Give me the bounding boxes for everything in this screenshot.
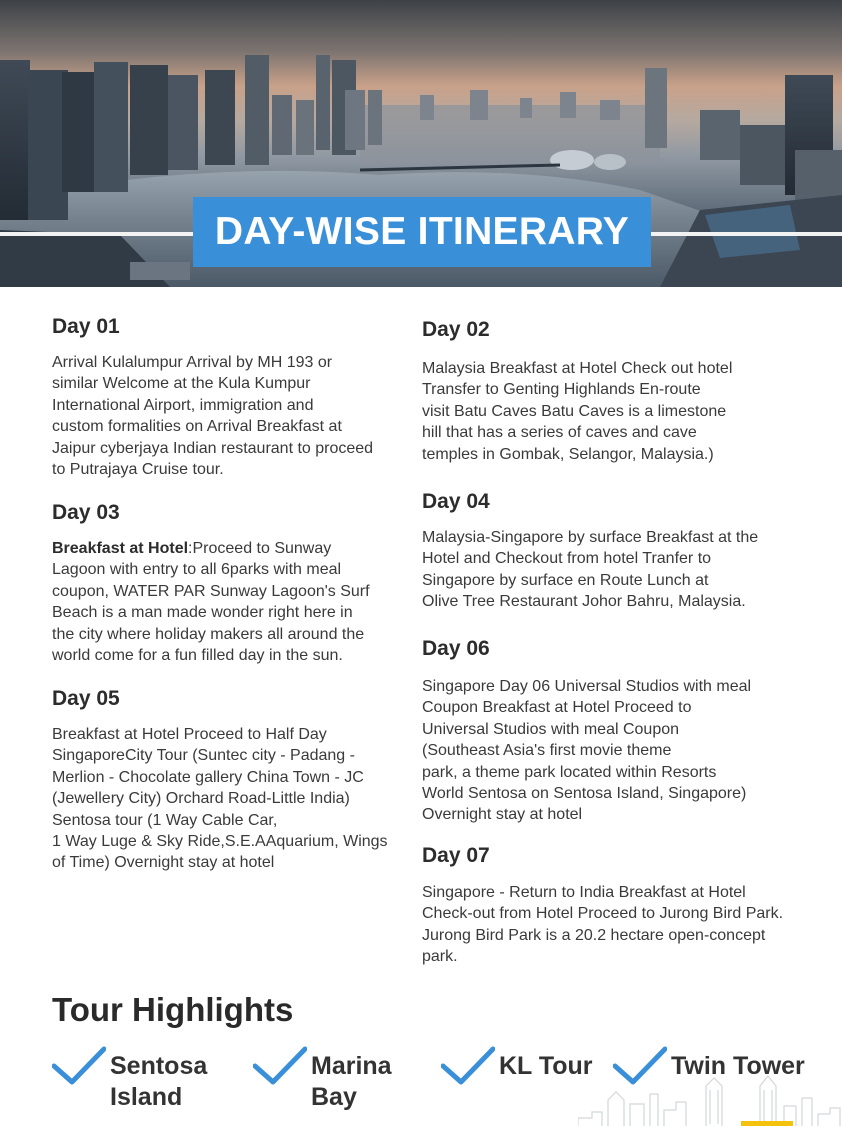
- day-05-section: [52, 687, 412, 874]
- day-03-description: :Proceed to Sunway Lagoon with entry to all 6parks with meal coupon, WATER PAR Sunway Lagoon's Surf Beach is a man made wonder right here in the city where holiday makers all around the world come for a fun filled day in the sun.: [52, 540, 370, 665]
- page-title-banner: [193, 197, 651, 267]
- page-title: DAY-WISE ITINERARY: [214, 210, 630, 253]
- accent-bar: [741, 1121, 793, 1126]
- day-02-description: Malaysia Breakfast at Hotel Check out hotel Transfer to Genting Highlands En-route visit Batu Caves Batu Caves is a limestone hill that has a series of caves and cave temples in Gombak, Selangor, Malaysia.): [422, 360, 733, 463]
- title-rule-right: [650, 232, 842, 236]
- title-rule-left: [0, 232, 196, 236]
- day-04-description: Malaysia-Singapore by surface Breakfast at the Hotel and Checkout from hotel Tranfer to Singapore by surface en Route Lunch at Olive Tree Restaurant Johor Bahru, Malaysia.: [422, 529, 759, 611]
- skyline-outline-decoration: [578, 1074, 842, 1126]
- hero-banner: [0, 0, 842, 287]
- day-06-heading: Day 06: [422, 637, 490, 660]
- day-02-section: [422, 318, 822, 465]
- highlight-marina-bay: [253, 1046, 392, 1113]
- day-07-heading: Day 07: [422, 844, 490, 867]
- highlight-label: Sentosa Island: [110, 1052, 208, 1111]
- highlight-label: Twin Tower: [671, 1052, 805, 1080]
- day-03-heading: Day 03: [52, 501, 120, 524]
- highlight-sentosa-island: [52, 1046, 207, 1113]
- highlight-label: Marina Bay: [311, 1052, 392, 1111]
- day-03-section: [52, 501, 412, 666]
- day-02-heading: Day 02: [422, 318, 490, 341]
- tour-highlights-title: Tour Highlights: [52, 991, 294, 1028]
- day-07-section: [422, 844, 822, 968]
- day-01-description: Arrival Kulalumpur Arrival by MH 193 or similar Welcome at the Kula Kumpur International Airport, immigration and custom formalities on Arrival Breakfast at Jaipur cyberjaya Indian restaurant to proceed to Putrajaya Cruise tour.: [52, 354, 374, 479]
- day-06-description: Singapore Day 06 Universal Studios with meal Coupon Breakfast at Hotel Proceed to Universal Studios with meal Coupon (Southeast Asia's first movie theme park, a theme park located within Resorts World Sentosa on Sentosa Island, Singapore) Overnight stay at hotel: [422, 678, 752, 824]
- day-05-description: Breakfast at Hotel Proceed to Half Day SingaporeCity Tour (Suntec city - Padang - Merlion - Chocolate gallery China Town - JC (Jewellery City) Orchard Road-Little India) Sentosa tour (1 Way Cable Car, 1 Way Luge & Sky Ride,S.E.AAquarium, Wings of Time) Overnight stay at hotel: [52, 726, 388, 872]
- day-04-section: [422, 490, 822, 613]
- checkmark-icon: [52, 1046, 106, 1086]
- day-01-section: [52, 315, 412, 480]
- highlight-label: KL Tour: [499, 1052, 593, 1080]
- checkmark-icon: [253, 1046, 307, 1086]
- highlight-kl-tour: [441, 1046, 593, 1086]
- day-03-bold-lead: Breakfast at Hotel: [52, 540, 189, 557]
- day-07-description: Singapore - Return to India Breakfast at Hotel Check-out from Hotel Proceed to Jurong Bird Park. Jurong Bird Park is a 20.2 hectare open-concept park.: [422, 884, 784, 966]
- day-05-heading: Day 05: [52, 687, 120, 710]
- checkmark-icon: [441, 1046, 495, 1086]
- day-01-heading: Day 01: [52, 315, 120, 338]
- day-04-heading: Day 04: [422, 490, 490, 513]
- day-06-section: [422, 637, 822, 826]
